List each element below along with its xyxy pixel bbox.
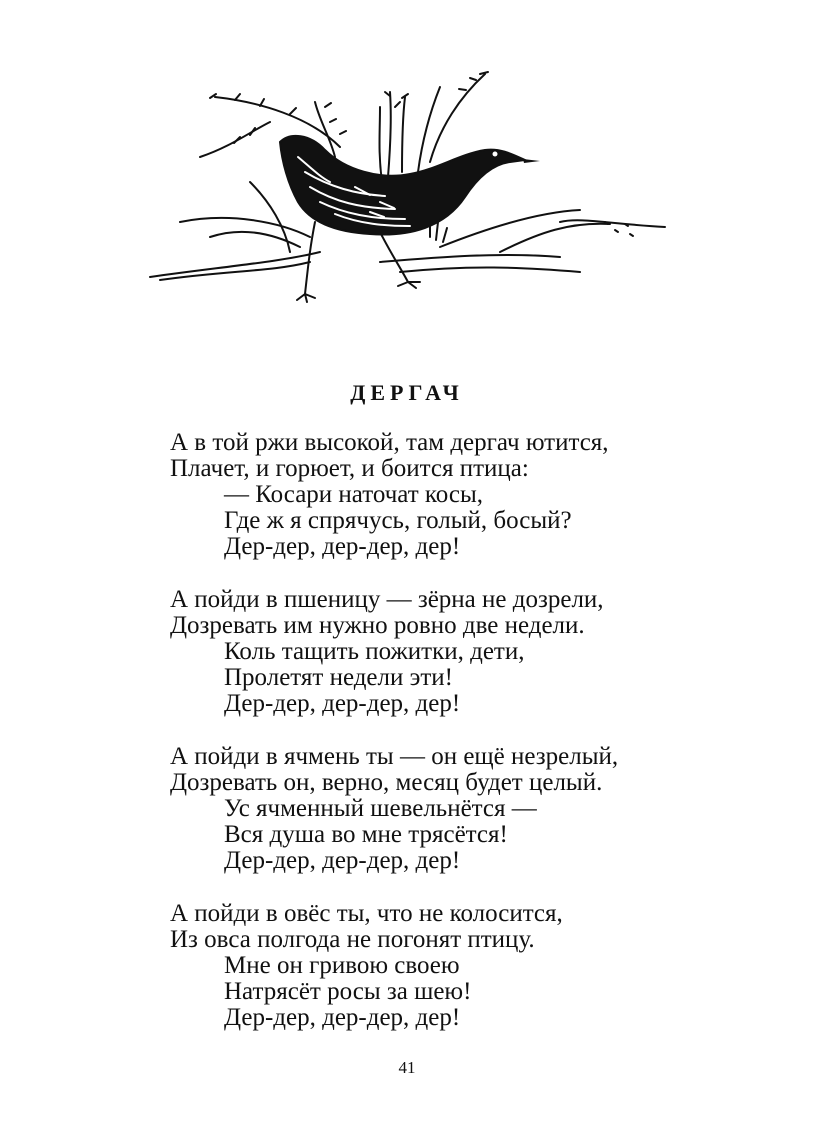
poem-line: Пролетят недели эти!	[224, 664, 453, 691]
poem-line: Коль тащить пожитки, дети,	[224, 638, 525, 665]
poem-line: Ус ячменный шевельнётся —	[224, 795, 537, 822]
page-number: 41	[398, 1058, 416, 1077]
corncrake-bird-illustration	[140, 62, 670, 322]
poem-title: ДЕРГАЧ	[350, 380, 464, 405]
poem-line: А в той ржи высокой, там дергач ютится,	[170, 429, 609, 456]
poem-line: А пойди в ячмень ты — он ещё незрелый,	[170, 743, 619, 770]
stanza-1	[170, 430, 710, 560]
poem-line: Натрясёт росы за шею!	[224, 978, 472, 1005]
poem-body	[170, 430, 710, 1058]
poem-line: Где ж я спрячусь, голый, босый?	[224, 507, 572, 534]
poem-line: Дер-дер, дер-дер, дер!	[224, 690, 461, 717]
poem-line: А пойди в овёс ты, что не колосится,	[170, 900, 563, 927]
poem-line: Дозревать он, верно, месяц будет целый.	[170, 769, 603, 796]
stanza-4	[170, 901, 710, 1031]
stanza-3	[170, 744, 710, 874]
poem-line: Дер-дер, дер-дер, дер!	[224, 847, 461, 874]
poem-line: Мне он гривою своею	[224, 952, 460, 979]
poem-line: Из овса полгода не погонят птицу.	[170, 926, 535, 953]
poem-line: Дер-дер, дер-дер, дер!	[224, 533, 461, 560]
poem-line: Дер-дер, дер-дер, дер!	[224, 1004, 461, 1031]
poem-line: А пойди в пшеницу — зёрна не дозрели,	[170, 586, 604, 613]
poem-line: Вся душа во мне трясётся!	[224, 821, 508, 848]
stanza-2	[170, 587, 710, 717]
poem-line: Дозревать им нужно ровно две недели.	[170, 612, 585, 639]
poem-line: Плачет, и горюет, и боится птица:	[170, 455, 529, 482]
poem-line: — Косари наточат косы,	[224, 481, 484, 508]
